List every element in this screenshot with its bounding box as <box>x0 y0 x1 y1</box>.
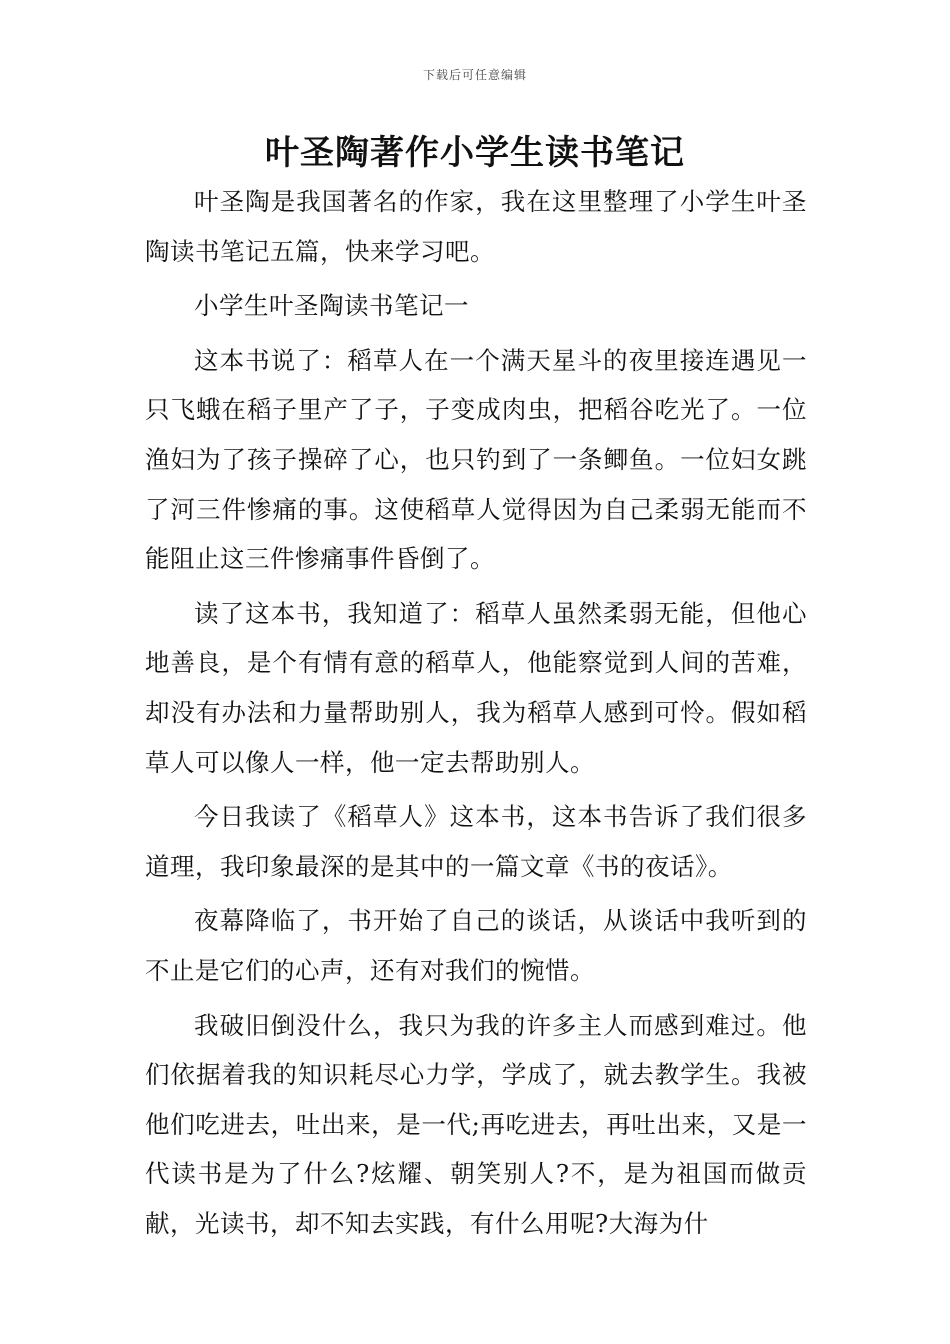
paragraph-intro: 叶圣陶是我国著名的作家，我在这里整理了小学生叶圣陶读书笔记五篇，快来学习吧。 <box>145 187 807 266</box>
paragraph: 我破旧倒没什么，我只为我的许多主人而感到难过。他们依据着我的知识耗尽心力学，学成了，就去教学生。我被他们吃进去，吐出来，是一代;再吃进去，再吐出来，又是一代读书是为了什么?炫耀、朝笑别人?不，是为祖国而做贡献，光读书，却不知去实践，有什么用呢?大海为什 <box>145 1010 807 1238</box>
paragraph: 夜幕降临了，书开始了自己的谈话，从谈话中我听到的不止是它们的心声，还有对我们的惋惜。 <box>145 906 807 985</box>
paragraph: 读了这本书，我知道了：稻草人虽然柔弱无能，但他心地善良，是个有情有意的稻草人，他能察觉到人间的苦难，却没有办法和力量帮助别人，我为稻草人感到可怜。假如稻草人可以像人一样，他一定去帮助别人。 <box>145 598 807 777</box>
document-body <box>145 177 807 1253</box>
document-title: 叶圣陶著作小学生读书笔记 <box>265 133 685 173</box>
paragraph: 今日我读了《稻草人》这本书，这本书告诉了我们很多道理，我印象最深的是其中的一篇文章《书的夜话》。 <box>145 802 807 881</box>
section-heading: 小学生叶圣陶读书笔记一 <box>194 291 469 321</box>
paragraph: 这本书说了：稻草人在一个满天星斗的夜里接连遇见一只飞蛾在稻子里产了子，子变成肉虫，把稻谷吃光了。一位渔妇为了孩子操碎了心，也只钓到了一条鲫鱼。一位妇女跳了河三件惨痛的事。这使稻草人觉得因为自己柔弱无能而不能阻止这三件惨痛事件昏倒了。 <box>145 345 807 574</box>
header-note: 下载后可任意编辑 <box>422 68 527 82</box>
